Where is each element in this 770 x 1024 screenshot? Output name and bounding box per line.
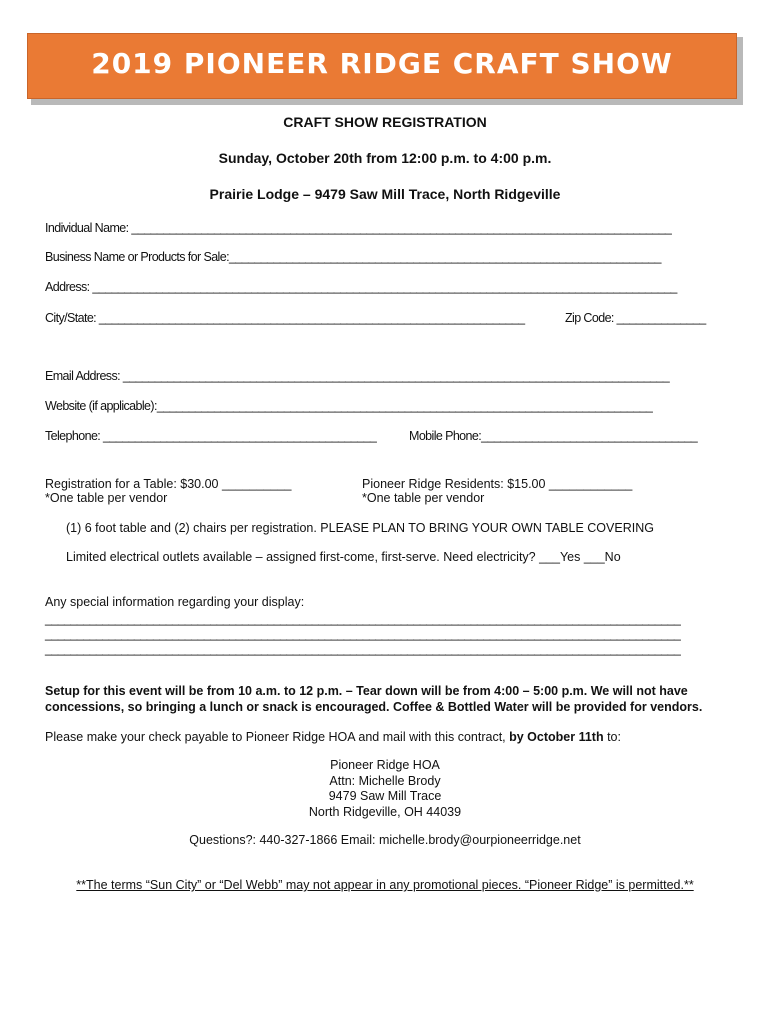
contact-info: Questions?: 440-327-1866 Email: michelle.brody@ourpioneerridge.net <box>189 833 581 847</box>
special-info-label: Any special information regarding your display: <box>45 595 305 609</box>
registration-heading: CRAFT SHOW REGISTRATION <box>283 114 487 130</box>
special-info-line[interactable]: ____________________________________________________________________________________________________ <box>45 642 681 656</box>
mailing-street: 9479 Saw Mill Trace <box>328 789 442 803</box>
payment-instructions <box>45 730 621 744</box>
address-field[interactable]: Address: ____________________________________________________________________________________________ <box>45 280 677 294</box>
business-name-field[interactable]: Business Name or Products for Sale:____________________________________________________________________ <box>45 250 661 264</box>
telephone-field[interactable]: Telephone: ___________________________________________ <box>45 429 377 443</box>
email-field[interactable]: Email Address: ______________________________________________________________________________________ <box>45 369 670 383</box>
resident-fee-note: *One table per vendor <box>362 491 485 505</box>
setup-notice: concessions, so bringing a lunch or snack is encouraged. Coffee & Bottled Water will be provided for vendors. <box>45 700 703 714</box>
mailing-address <box>0 758 770 820</box>
city-state-field[interactable]: City/State: ___________________________________________________________________ <box>45 311 525 325</box>
event-date: Sunday, October 20th from 12:00 p.m. to 4:00 p.m. <box>218 150 552 166</box>
event-location: Prairie Lodge – 9479 Saw Mill Trace, North Ridgeville <box>209 186 561 202</box>
payment-text-end: to: <box>603 730 621 744</box>
special-info-line[interactable]: ____________________________________________________________________________________________________ <box>45 627 681 641</box>
electricity-question[interactable]: Limited electrical outlets available – assigned first-come, first-serve. Need electricity? ___Yes ___No <box>66 550 621 564</box>
table-fee-field[interactable]: Registration for a Table: $30.00 __________ <box>45 477 292 491</box>
individual-name-field[interactable]: Individual Name: _____________________________________________________________________________________ <box>45 221 672 235</box>
mailing-attn: Attn: Michelle Brody <box>329 773 441 788</box>
zip-code-field[interactable]: Zip Code: ______________ <box>565 311 706 325</box>
payment-deadline: by October 11th <box>509 730 604 744</box>
table-fee-note: *One table per vendor <box>45 491 168 505</box>
special-info-line[interactable]: ____________________________________________________________________________________________________ <box>45 612 681 626</box>
disclaimer: **The terms “Sun City” or “Del Webb” may not appear in any promotional pieces. “Pioneer Ridge” is permitted.** <box>76 878 694 892</box>
table-info: (1) 6 foot table and (2) chairs per registration. PLEASE PLAN TO BRING YOUR OWN TABLE COVERING <box>66 521 654 535</box>
resident-fee-field[interactable]: Pioneer Ridge Residents: $15.00 ____________ <box>362 477 633 491</box>
payment-text: Please make your check payable to Pioneer Ridge HOA and mail with this contract, <box>45 730 510 744</box>
mobile-phone-field[interactable]: Mobile Phone:__________________________________ <box>409 429 698 443</box>
mailing-city: North Ridgeville, OH 44039 <box>308 804 462 819</box>
setup-notice: Setup for this event will be from 10 a.m. to 12 p.m. – Tear down will be from 4:00 – 5:00 p.m. We will not have <box>45 684 688 698</box>
website-field[interactable]: Website (if applicable):______________________________________________________________________________ <box>45 399 653 413</box>
title-banner <box>27 33 737 99</box>
event-title: 2019 PIONEER RIDGE CRAFT SHOW <box>91 46 673 80</box>
mailing-name: Pioneer Ridge HOA <box>330 758 440 772</box>
